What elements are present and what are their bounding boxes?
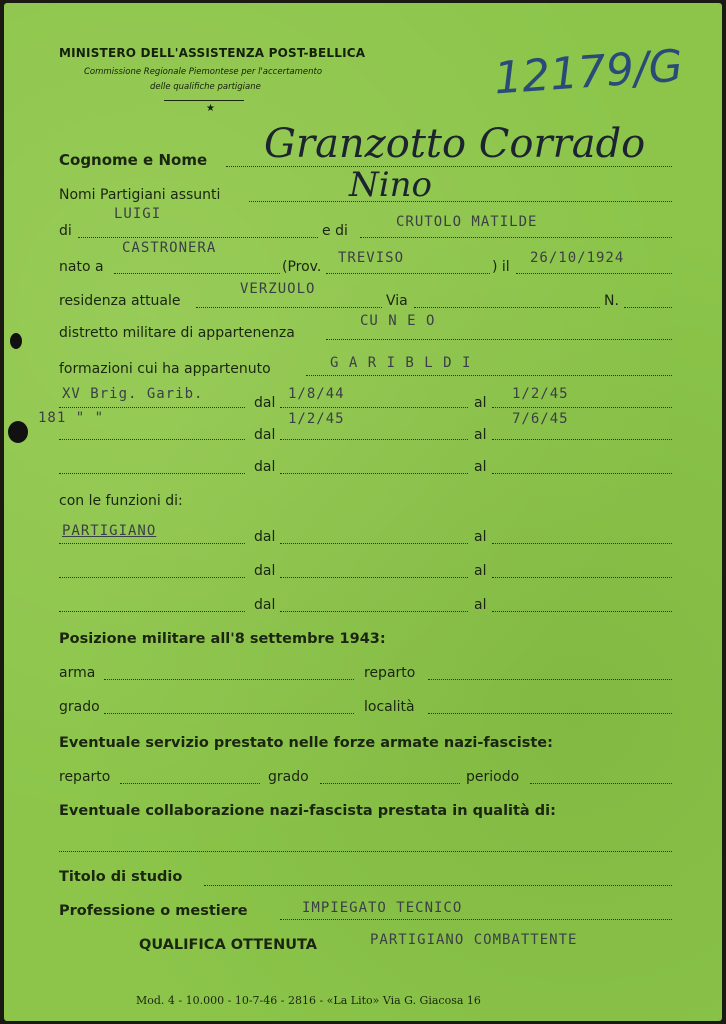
line-madre bbox=[360, 237, 672, 238]
line-arma bbox=[104, 679, 354, 680]
label-professione: Professione o mestiere bbox=[59, 903, 248, 919]
value-data-nascita: 26/10/1924 bbox=[530, 250, 625, 266]
line-dal-1 bbox=[280, 407, 468, 408]
label-residenza: residenza attuale bbox=[59, 293, 181, 309]
value-professione: IMPIEGATO TECNICO bbox=[302, 900, 463, 916]
label-servizio: Eventuale servizio prestato nelle forze armate nazi-fasciste: bbox=[59, 735, 553, 751]
label-al-f2: al bbox=[474, 563, 487, 579]
line-dal-f3 bbox=[280, 611, 468, 612]
line-padre bbox=[78, 237, 318, 238]
label-n: N. bbox=[604, 293, 619, 309]
commission-line-1: Commissione Regionale Piemontese per l'accertamento bbox=[84, 67, 323, 77]
line-al-f1 bbox=[492, 543, 672, 544]
line-via bbox=[414, 307, 600, 308]
line-funzione-1 bbox=[59, 543, 245, 544]
label-dal-f1: dal bbox=[254, 529, 276, 545]
label-al-1: al bbox=[474, 395, 487, 411]
ministry-title: MINISTERO DELL'ASSISTENZA POST-BELLICA bbox=[59, 46, 366, 60]
ink-blot bbox=[8, 421, 28, 443]
commission-line-2: delle qualifiche partigiane bbox=[150, 82, 261, 92]
line-al-3 bbox=[492, 473, 672, 474]
star-icon: ★ bbox=[206, 103, 215, 114]
value-cognome-nome: Granzotto Corrado bbox=[264, 121, 646, 167]
line-luogo-nascita bbox=[114, 273, 280, 274]
value-funzione-1: PARTIGIANO bbox=[62, 523, 157, 539]
line-residenza bbox=[196, 307, 382, 308]
value-formazione: G A R I B L D I bbox=[330, 355, 472, 371]
line-reparto-1 bbox=[428, 679, 672, 680]
label-dal-2: dal bbox=[254, 427, 276, 443]
value-al-1: 1/2/45 bbox=[512, 386, 569, 402]
value-madre: CRUTOLO MATILDE bbox=[396, 214, 538, 230]
line-grado-2 bbox=[320, 783, 460, 784]
label-grado-1: grado bbox=[59, 699, 100, 715]
value-padre: LUIGI bbox=[114, 206, 162, 222]
label-nomi-partigiani: Nomi Partigiani assunti bbox=[59, 187, 221, 203]
ink-blot bbox=[10, 333, 22, 349]
label-al-f1: al bbox=[474, 529, 487, 545]
line-unit-1 bbox=[59, 407, 245, 408]
value-provincia: TREVISO bbox=[338, 250, 405, 266]
line-data-nascita bbox=[516, 273, 672, 274]
label-periodo: periodo bbox=[466, 769, 520, 785]
label-qualifica: QUALIFICA OTTENUTA bbox=[139, 937, 317, 953]
line-funzione-3 bbox=[59, 611, 245, 612]
label-al-2: al bbox=[474, 427, 487, 443]
line-dal-f2 bbox=[280, 577, 468, 578]
label-dal-f2: dal bbox=[254, 563, 276, 579]
value-dal-2: 1/2/45 bbox=[288, 411, 345, 427]
line-dal-f1 bbox=[280, 543, 468, 544]
line-reparto-2 bbox=[120, 783, 260, 784]
line-distretto bbox=[326, 339, 672, 340]
label-nato-a: nato a bbox=[59, 259, 104, 275]
partisan-record-card bbox=[4, 3, 722, 1021]
header-divider bbox=[164, 100, 244, 101]
line-grado-1 bbox=[104, 713, 354, 714]
value-distretto: CU N E O bbox=[360, 313, 436, 329]
line-dal-3 bbox=[280, 473, 468, 474]
value-dal-1: 1/8/44 bbox=[288, 386, 345, 402]
label-dal-1: dal bbox=[254, 395, 276, 411]
line-localita bbox=[428, 713, 672, 714]
line-numero bbox=[624, 307, 672, 308]
value-luogo-nascita: CASTRONERA bbox=[122, 240, 217, 256]
label-prov: (Prov. bbox=[282, 259, 322, 275]
label-cognome-nome: Cognome e Nome bbox=[59, 151, 208, 169]
value-nome-partigiano: Nino bbox=[349, 165, 432, 205]
label-funzioni: con le funzioni di: bbox=[59, 493, 183, 509]
line-professione bbox=[280, 919, 672, 920]
label-formazioni: formazioni cui ha appartenuto bbox=[59, 361, 271, 377]
label-titolo-studio: Titolo di studio bbox=[59, 869, 183, 885]
value-al-2: 7/6/45 bbox=[512, 411, 569, 427]
line-formazioni bbox=[306, 375, 672, 376]
label-di: di bbox=[59, 223, 72, 239]
label-distretto: distretto militare di appartenenza bbox=[59, 325, 295, 341]
label-reparto-2: reparto bbox=[59, 769, 111, 785]
label-al-3: al bbox=[474, 459, 487, 475]
value-unit-2: 181 " " bbox=[38, 410, 105, 426]
print-footer: Mod. 4 - 10.000 - 10-7-46 - 2816 - «La Lito» Via G. Giacosa 16 bbox=[136, 994, 481, 1007]
label-il: ) il bbox=[492, 259, 510, 275]
label-al-f3: al bbox=[474, 597, 487, 613]
label-dal-f3: dal bbox=[254, 597, 276, 613]
line-unit-3 bbox=[59, 473, 245, 474]
line-titolo-studio bbox=[204, 885, 672, 886]
line-al-1 bbox=[492, 407, 672, 408]
line-dal-2 bbox=[280, 439, 468, 440]
label-dal-3: dal bbox=[254, 459, 276, 475]
label-posizione: Posizione militare all'8 settembre 1943: bbox=[59, 631, 386, 647]
line-funzione-2 bbox=[59, 577, 245, 578]
line-periodo bbox=[530, 783, 672, 784]
line-collaborazione bbox=[59, 851, 672, 852]
label-grado-2: grado bbox=[268, 769, 309, 785]
line-al-f3 bbox=[492, 611, 672, 612]
line-provincia bbox=[326, 273, 490, 274]
value-unit-1: XV Brig. Garib. bbox=[62, 386, 204, 402]
line-nomi-partigiani bbox=[249, 201, 672, 202]
label-reparto-1: reparto bbox=[364, 665, 416, 681]
label-localita: località bbox=[364, 699, 415, 715]
line-al-f2 bbox=[492, 577, 672, 578]
label-arma: arma bbox=[59, 665, 96, 681]
line-al-2 bbox=[492, 439, 672, 440]
value-qualifica: PARTIGIANO COMBATTENTE bbox=[370, 932, 578, 948]
serial-number: 12179/G bbox=[492, 40, 685, 105]
value-residenza: VERZUOLO bbox=[240, 281, 316, 297]
label-e-di: e di bbox=[322, 223, 348, 239]
label-via: Via bbox=[386, 293, 408, 309]
label-collaborazione: Eventuale collaborazione nazi-fascista prestata in qualità di: bbox=[59, 803, 556, 819]
line-unit-2 bbox=[59, 439, 245, 440]
